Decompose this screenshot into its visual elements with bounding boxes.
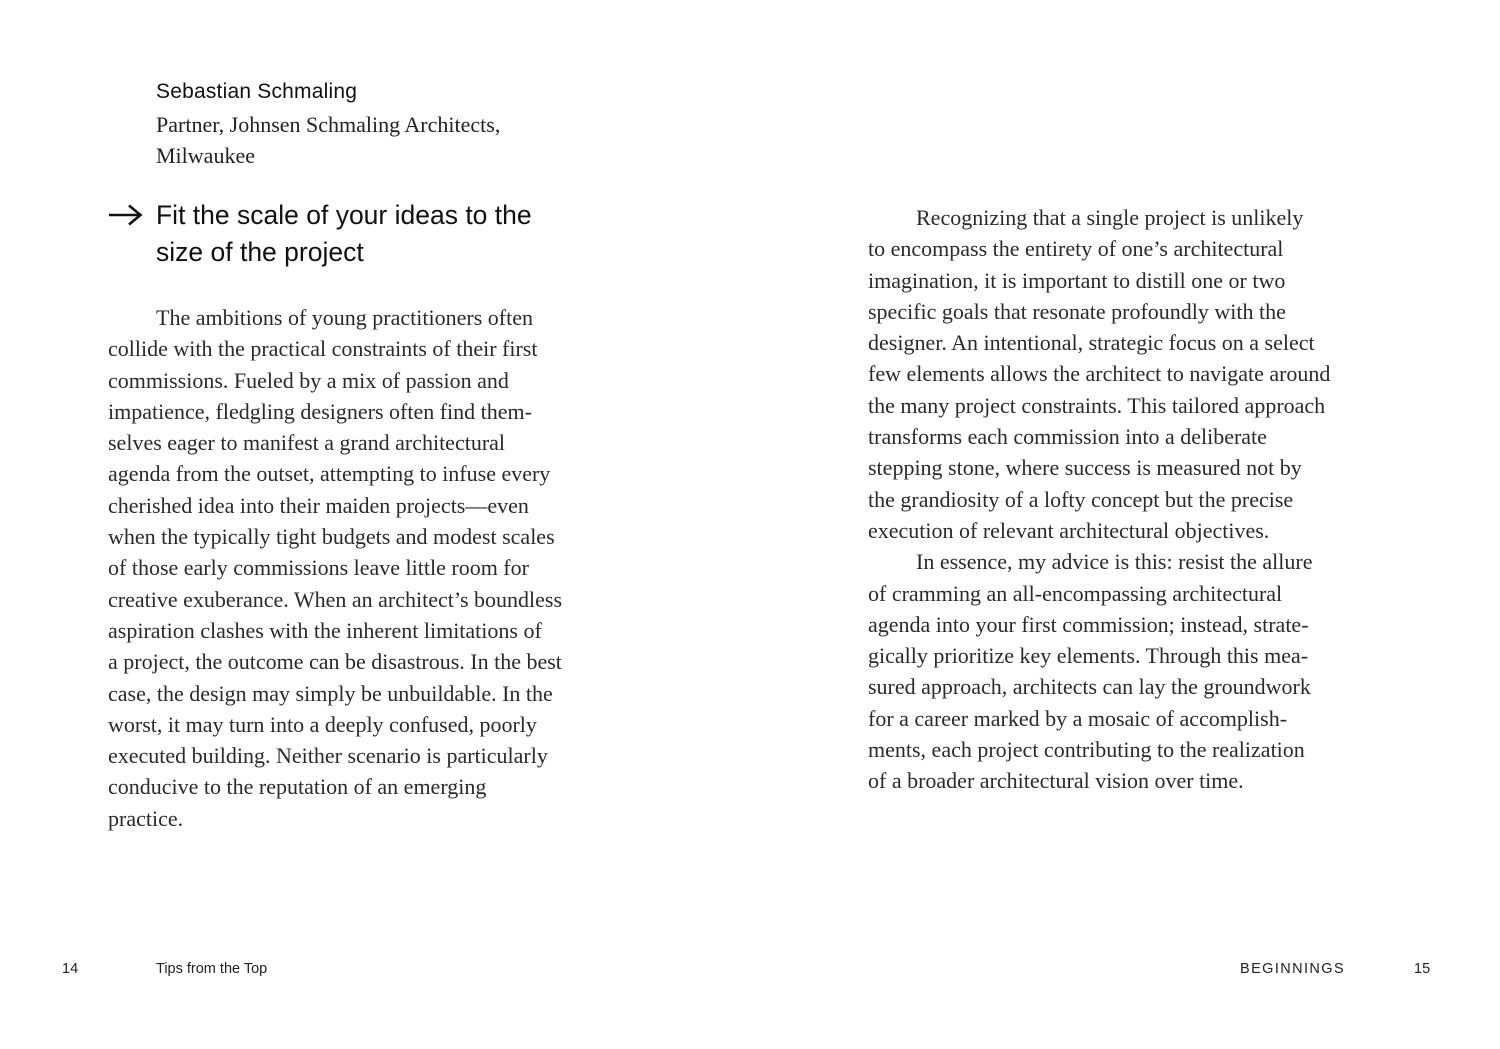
body-line: of those early commissions leave little room for [108,555,529,581]
body-text-left [108,302,628,834]
page-number-left: 14 [62,961,79,977]
body-paragraph [108,302,628,333]
body-line: The ambitions of young practitioners often [156,305,533,330]
body-line: when the typically tight budgets and modest scales [108,524,555,550]
author-affiliation-line: Partner, Johnsen Schmaling Architects, [156,112,501,137]
body-paragraph [868,202,1398,233]
tip-heading [156,197,628,271]
body-line: of a broader architectural vision over time. [868,768,1244,794]
body-line: imagination, it is important to distill one or two [868,267,1286,293]
body-line: few elements allows the architect to navigate around [868,361,1331,387]
body-line: worst, it may turn into a deeply confused, poorly [108,711,537,737]
body-line: collide with the practical constraints of their first [108,336,538,362]
running-head: Tips from the Top [156,961,268,977]
author-affiliation-line: Milwaukee [156,143,255,168]
body-line: practice. [108,805,184,831]
section-name: BEGINNINGS [1240,961,1346,977]
body-line: In essence, my advice is this: resist the allure [916,549,1313,575]
body-line: a project, the outcome can be disastrous. In the best [108,649,562,675]
body-line: of cramming an all-encompassing architectural [868,580,1283,606]
body-line: the many project constraints. This tailored approach [868,392,1326,418]
body-line: selves eager to manifest a grand architectural [108,430,506,456]
body-line: for a career marked by a mosaic of accomplish- [868,705,1288,731]
body-line: agenda from the outset, attempting to infuse every [108,461,551,487]
body-line: gically prioritize key elements. Through this mea- [868,643,1309,669]
body-paragraph [868,546,1398,577]
author-affiliation [156,109,676,171]
body-line: creative exuberance. When an architect’s boundless [108,586,563,612]
tip-heading-block [108,197,628,271]
body-line: execution of relevant architectural objectives. [868,517,1270,543]
tip-heading-line: Fit the scale of your ideas to the [156,200,532,230]
body-line: case, the design may simply be unbuildable. In the [108,680,553,706]
body-line: ments, each project contributing to the realization [868,737,1305,763]
body-text-right [868,202,1398,797]
body-line: impatience, fledgling designers often find them- [108,398,532,424]
author-name: Sebastian Schmaling [156,80,358,103]
body-line: cherished idea into their maiden projects—even [108,492,529,518]
body-line: transforms each commission into a deliberate [868,424,1267,450]
body-line: Recognizing that a single project is unlikely [916,205,1304,230]
body-line: to encompass the entirety of one’s architectural [868,236,1284,262]
right-page [750,0,1500,1049]
body-line: specific goals that resonate profoundly with the [868,298,1286,324]
body-line: executed building. Neither scenario is particularly [108,743,548,769]
body-line: stepping stone, where success is measured not by [868,455,1302,481]
body-line: designer. An intentional, strategic focus on a select [868,330,1315,356]
right-arrow-icon [108,203,144,227]
body-line: conducive to the reputation of an emerging [108,774,487,800]
tip-heading-line: size of the project [156,237,364,267]
body-line: agenda into your first commission; instead, strate- [868,611,1309,637]
body-line: aspiration clashes with the inherent limitations of [108,617,542,643]
body-line: sured approach, architects can lay the groundwork [868,674,1311,700]
body-line: commissions. Fueled by a mix of passion and [108,367,509,393]
author-block [156,78,676,171]
page-number-right: 15 [1414,961,1431,977]
body-line: the grandiosity of a lofty concept but the precise [868,486,1294,512]
